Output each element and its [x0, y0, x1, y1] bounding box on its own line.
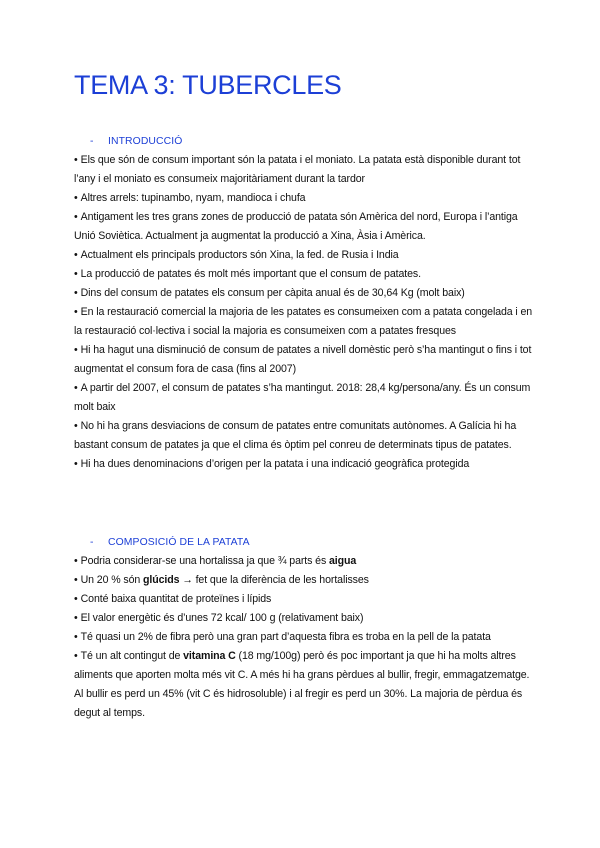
- list-item: [74, 417, 534, 455]
- bold-term: aigua: [329, 555, 357, 567]
- list-item-text: Hi ha hagut una disminució de consum de patates a nivell domèstic però s’ha mantingut o fins i tot augmentat el consum fora de casa (fins al 2007): [74, 344, 532, 375]
- list-item-text: Els que són de consum important són la patata i el moniato. La patata està disponible durant tot l’any i el moniato es consumeix majoritàriament durant la tardor: [74, 154, 521, 185]
- list-item-text: Un 20 % són: [80, 574, 144, 586]
- list-item: [74, 609, 534, 628]
- list-item: [74, 628, 534, 647]
- section-heading-introduccio: [90, 136, 182, 147]
- bullet: •: [74, 555, 78, 567]
- list-item: [74, 379, 534, 417]
- section-body-composicio: [74, 552, 534, 723]
- section-body-introduccio: [74, 151, 534, 474]
- list-item: [74, 552, 534, 571]
- list-item: [74, 341, 534, 379]
- list-item-text: Conté baixa quantitat de proteïnes i lípids: [80, 593, 272, 605]
- list-item: [74, 246, 534, 265]
- bullet: •: [74, 458, 78, 470]
- bullet: •: [74, 574, 78, 586]
- list-item: [74, 189, 534, 208]
- bullet: •: [74, 154, 78, 166]
- list-item: [74, 455, 534, 474]
- list-item: [74, 284, 534, 303]
- bullet: •: [74, 306, 78, 318]
- list-item-text: En la restauració comercial la majoria de les patates es consumeixen com a patata congelada i en la restauració col·lectiva i social la majoria es consumeixen com a patates fresques: [74, 306, 533, 337]
- bullet: •: [74, 593, 78, 605]
- list-item: [74, 590, 534, 609]
- list-item: [74, 265, 534, 284]
- list-item: [74, 647, 534, 723]
- list-item-text: No hi ha grans desviacions de consum de patates entre comunitats autònomes. A Galícia hi ha bastant consum de patates ja que el clima és òptim pel conreu de determinats tipus de patates.: [74, 420, 517, 451]
- list-item-text: Podria considerar-se una hortalissa ja que ¾ parts és: [80, 555, 330, 567]
- bullet: •: [74, 344, 78, 356]
- bullet: •: [74, 192, 78, 204]
- bullet: •: [74, 631, 78, 643]
- bold-term: vitamina C: [183, 650, 236, 662]
- bullet: •: [74, 268, 78, 280]
- bullet: •: [74, 249, 78, 261]
- list-item-text: La producció de patates és molt més important que el consum de patates.: [80, 268, 421, 280]
- bullet: •: [74, 211, 78, 223]
- bullet: •: [74, 420, 78, 432]
- bullet: •: [74, 287, 78, 299]
- list-item-text: → fet que la diferència de les hortalisses: [179, 574, 369, 586]
- bullet: •: [74, 650, 78, 662]
- list-item: [74, 571, 534, 590]
- bold-term: glúcids: [143, 574, 180, 586]
- list-item-text: Altres arrels: tupinambo, nyam, mandioca i chufa: [80, 192, 306, 204]
- list-item-text: (18 mg/100g) però és poc important ja que hi ha molts altres aliments que aporten molta més vit C. A més hi ha grans pèrdues al bullir, fregir, emmagatzematge. Al bullir es perd un 45% (vit C és hidrosoluble) i al fregir es perd un 30%. La majoria de pèrdua és degut al temps.: [74, 650, 530, 719]
- section-heading-composicio: [90, 537, 250, 548]
- list-item-text: Té un alt contingut de: [80, 650, 184, 662]
- heading-dash: -: [90, 537, 94, 548]
- section-heading-label: INTRODUCCIÓ: [108, 136, 183, 147]
- list-item-text: Actualment els principals productors són Xina, la fed. de Rusia i India: [80, 249, 399, 261]
- bullet: •: [74, 612, 78, 624]
- heading-dash: -: [90, 136, 94, 147]
- list-item-text: Antigament les tres grans zones de producció de patata són Amèrica del nord, Europa i l’antiga Unió Soviètica. Actualment ja augmentat la producció a Xina, Àsia i Amèrica.: [74, 211, 518, 242]
- bullet: •: [74, 382, 78, 394]
- list-item: [74, 303, 534, 341]
- list-item-text: El valor energètic és d’unes 72 kcal/ 100 g (relativament baix): [80, 612, 364, 624]
- list-item-text: Hi ha dues denominacions d’origen per la patata i una indicació geogràfica protegida: [80, 458, 470, 470]
- list-item-text: A partir del 2007, el consum de patates s’ha mantingut. 2018: 28,4 kg/persona/any. És un consum molt baix: [74, 382, 531, 413]
- page-title: TEMA 3: TUBERCLES: [74, 70, 342, 100]
- list-item-text: Té quasi un 2% de fibra però una gran part d’aquesta fibra es troba en la pell de la patata: [80, 631, 491, 643]
- list-item: [74, 208, 534, 246]
- list-item-text: Dins del consum de patates els consum per càpita anual és de 30,64 Kg (molt baix): [80, 287, 465, 299]
- section-heading-label: COMPOSICIÓ DE LA PATATA: [108, 537, 250, 548]
- list-item: [74, 151, 534, 189]
